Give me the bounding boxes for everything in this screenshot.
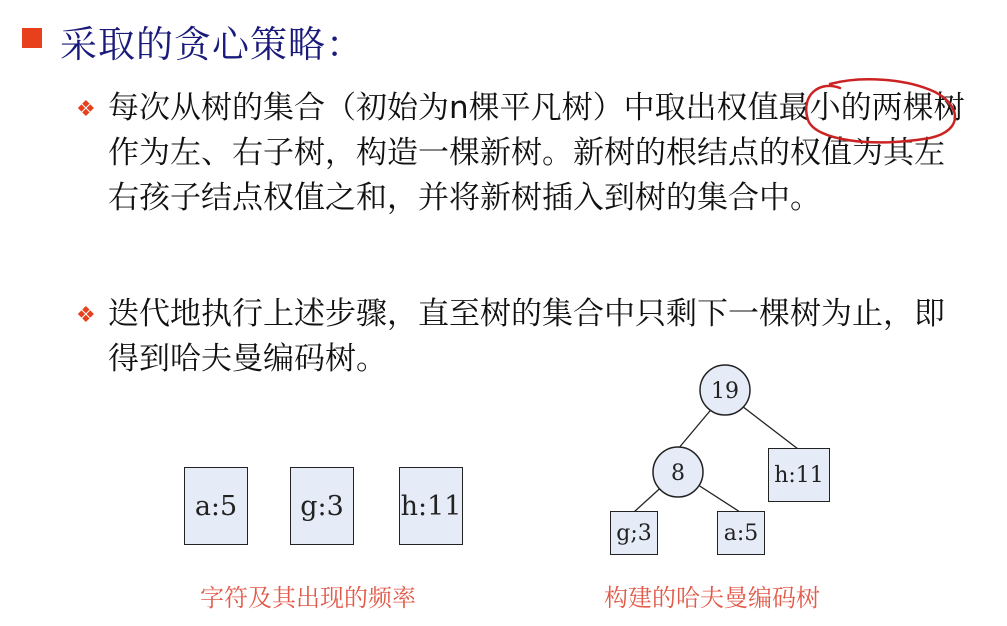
- leaf-a: a:5: [717, 511, 765, 555]
- char-box-g: g:3: [290, 467, 354, 545]
- diamond-bullet-icon: ❖: [76, 303, 96, 328]
- left-caption: 字符及其出现的频率: [200, 584, 416, 612]
- bullet-point-2: 迭代地执行上述步骤，直至树的集合中只剩下一棵树为止，即得到哈夫曼编码树。: [108, 296, 945, 377]
- root-node-label: 19: [711, 379, 739, 404]
- leaf-h: h:11: [768, 448, 830, 502]
- slide-title: 采取的贪心策略：: [60, 23, 364, 66]
- leaf-g: g;3: [610, 511, 658, 555]
- bullet-point-1: 每次从树的集合（初始为n棵平凡树）中取出权值最小的两棵树作为左、右子树，构造一棵新树。新树的根结点的权值为其左右孩子结点权值之和，并将新树插入到树的集合中。: [108, 90, 965, 216]
- inner-node-label: 8: [671, 461, 685, 486]
- annotation-circle: [806, 79, 955, 142]
- right-caption: 构建的哈夫曼编码树: [604, 584, 820, 612]
- char-box-h: h:11: [399, 467, 463, 545]
- diamond-bullet-icon: ❖: [76, 97, 96, 122]
- char-box-a: a:5: [184, 467, 248, 545]
